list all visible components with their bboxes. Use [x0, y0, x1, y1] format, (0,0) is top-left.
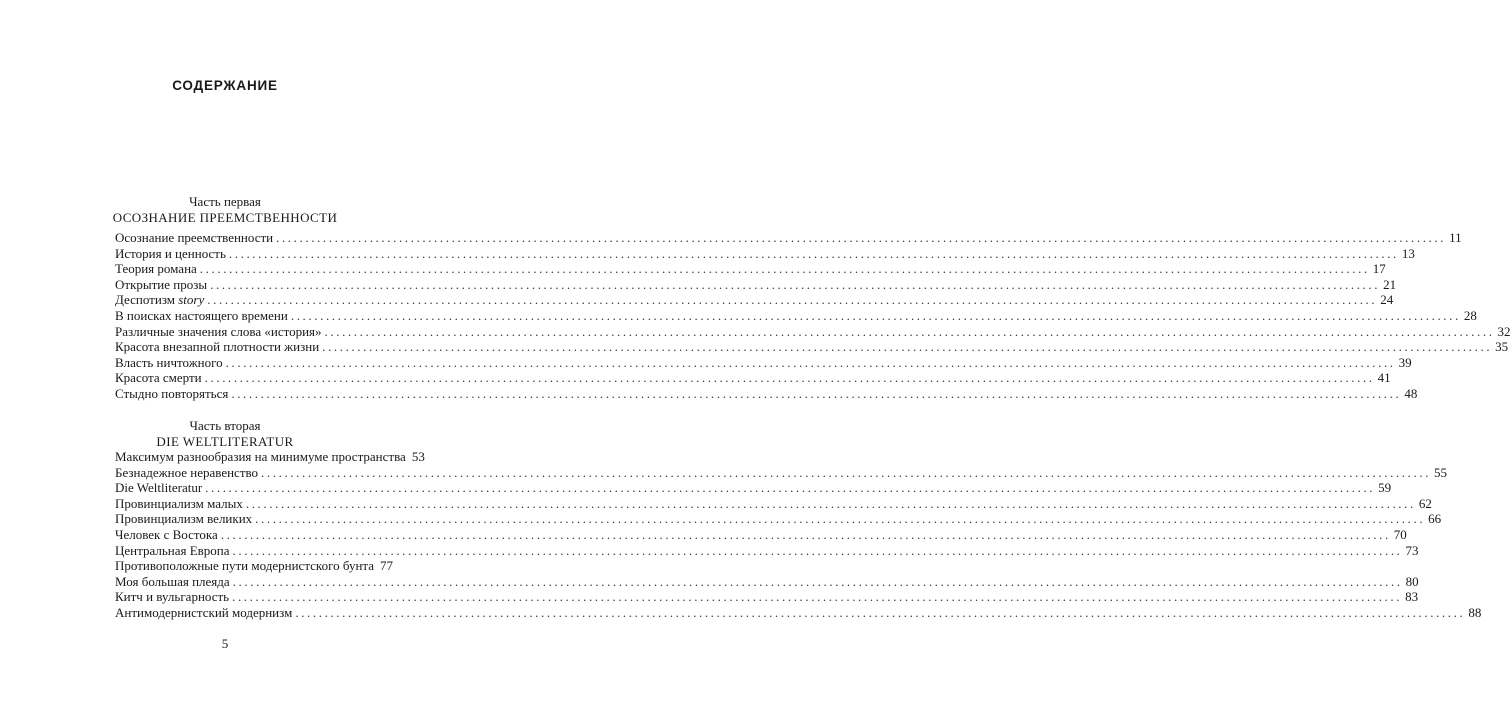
- toc-entry-title: Провинциализм малых: [115, 495, 243, 511]
- toc-entry-title: Красота внезапной плотности жизни: [115, 339, 320, 355]
- toc-entry-title: Деспотизм story: [115, 292, 205, 308]
- toc-entry: [115, 573, 1419, 590]
- dot-leader: ........................................................................................................................................................................................................: [228, 245, 1399, 261]
- toc-entry-title: История и ценность: [115, 245, 226, 261]
- toc-entry-page: 17: [1372, 261, 1386, 277]
- dot-leader: ........................................................................................................................................................................................................: [205, 480, 1376, 496]
- page-title: СОДЕРЖАНИЕ: [172, 78, 278, 93]
- toc-entry-page: 32: [1497, 323, 1511, 339]
- dot-leader: ........................................................................................................................................................................................................: [245, 495, 1416, 511]
- toc-entry-page: 41: [1377, 370, 1391, 386]
- dot-leader: ........................................................................................................................................................................................................: [204, 370, 1375, 386]
- toc-entry: [115, 526, 1407, 543]
- toc-entry-page: 21: [1383, 276, 1397, 292]
- toc-entry: [115, 464, 1448, 481]
- dot-leader: ........................................................................................................................................................................................................: [232, 589, 1403, 605]
- toc-entry: [115, 307, 1477, 324]
- toc-entry-page: 77: [380, 558, 394, 574]
- toc-entry-title: В поисках настоящего времени: [115, 307, 288, 323]
- dot-leader: ........................................................................................................................................................................................................: [199, 261, 1370, 277]
- toc-entry: [115, 261, 1386, 277]
- toc-entry-title: Красота смерти: [115, 370, 202, 386]
- toc-entry: [115, 449, 425, 465]
- toc-entry-title: Стыдно повторяться: [115, 385, 229, 401]
- dot-leader: ........................................................................................................................................................................................................: [232, 542, 1403, 558]
- toc-entry-page: 13: [1401, 245, 1415, 261]
- toc-entry-page: 11: [1449, 230, 1462, 245]
- toc-entry-page: 53: [411, 449, 425, 464]
- toc-entry: [115, 542, 1419, 559]
- toc-entry-page: 24: [1380, 292, 1394, 308]
- toc-list-part-2: [115, 449, 1482, 621]
- toc-entry-page: 66: [1428, 511, 1442, 527]
- toc-entry-title: Провинциализм великих: [115, 511, 253, 527]
- toc-entry: [115, 480, 1392, 496]
- part-name: DIE WELTLITERATUR: [156, 434, 294, 449]
- toc-entry-page: 35: [1495, 339, 1509, 355]
- page-number: 5: [221, 636, 229, 651]
- toc-entry: [115, 339, 1509, 355]
- dot-leader: ........................................................................................................................................................................................................: [220, 526, 1391, 542]
- toc-entry-page: 55: [1434, 464, 1448, 480]
- toc-list-part-1: [115, 230, 1511, 402]
- toc-entry-title: Китч и вульгарность: [115, 589, 230, 605]
- toc-entry: [115, 230, 1462, 246]
- dot-leader: ........................................................................................................................................................................................................: [322, 339, 1493, 355]
- toc-entry: [115, 511, 1442, 527]
- dot-leader: ........................................................................................................................................................................................................: [207, 292, 1378, 308]
- toc-entry-page: 88: [1468, 604, 1482, 620]
- toc-entry: [115, 245, 1415, 262]
- toc-entry-title: Человек с Востока: [115, 526, 218, 542]
- toc-entry-title: Die Weltliteratur: [115, 480, 203, 496]
- dot-leader: ........................................................................................................................................................................................................: [261, 464, 1432, 480]
- toc-entry-title: Антимодернистский модернизм: [115, 604, 293, 620]
- toc-entry: [115, 292, 1394, 308]
- toc-entry-page: 80: [1405, 573, 1419, 589]
- toc-entry: [115, 276, 1397, 293]
- toc-entry-title: Безнадежное неравенство: [115, 464, 259, 480]
- toc-entry: [115, 589, 1419, 605]
- toc-entry-title: Осознание преемственности: [115, 230, 274, 245]
- toc-entry-title: Моя большая плеяда: [115, 573, 230, 589]
- toc-entry-page: 83: [1405, 589, 1419, 605]
- toc-entry-page: 28: [1463, 307, 1477, 323]
- toc-entry-page: 48: [1404, 385, 1418, 401]
- toc-entry: [115, 385, 1418, 402]
- part-label: Часть первая: [189, 194, 261, 209]
- toc-entry-title: Открытие прозы: [115, 276, 208, 292]
- dot-leader: ........................................................................................................................................................................................................: [255, 511, 1426, 527]
- toc-entry: [115, 495, 1432, 512]
- toc-entry: [115, 354, 1412, 371]
- toc-entry-page: 70: [1393, 526, 1407, 542]
- dot-leader: ........................................................................................................................................................................................................: [225, 354, 1396, 370]
- dot-leader: ........................................................................................................................................................................................................: [210, 276, 1381, 292]
- toc-entry-title: Центральная Европа: [115, 542, 230, 558]
- part-name: ОСОЗНАНИЕ ПРЕЕМСТВЕННОСТИ: [112, 210, 338, 225]
- dot-leader: ........................................................................................................................................................................................................: [290, 307, 1461, 323]
- dot-leader: ........................................................................................................................................................................................................: [231, 385, 1402, 401]
- toc-entry-page: 59: [1378, 480, 1392, 496]
- toc-entry-page: 73: [1405, 542, 1419, 558]
- toc-entry-page: 62: [1418, 495, 1432, 511]
- toc-entry-title: Противоположные пути модернистского бунта: [115, 558, 375, 574]
- toc-entry: [115, 323, 1511, 340]
- toc-entry-title: Максимум разнообразия на минимуме пространства: [115, 449, 406, 464]
- part-label: Часть вторая: [189, 418, 261, 433]
- toc-entry-title: Теория романа: [115, 261, 197, 277]
- toc-entry-title: Власть ничтожного: [115, 354, 223, 370]
- dot-leader: ........................................................................................................................................................................................................: [324, 323, 1495, 339]
- dot-leader: ........................................................................................................................................................................................................: [276, 230, 1447, 245]
- toc-entry: [115, 604, 1482, 621]
- dot-leader: ........................................................................................................................................................................................................: [295, 604, 1466, 620]
- toc-entry-title: Различные значения слова «история»: [115, 323, 322, 339]
- toc-entry-page: 39: [1398, 354, 1412, 370]
- toc-entry: [115, 370, 1391, 386]
- part-header-2: [0, 418, 450, 450]
- toc-entry: [115, 558, 394, 574]
- dot-leader: ........................................................................................................................................................................................................: [232, 573, 1403, 589]
- part-header-1: [0, 194, 450, 226]
